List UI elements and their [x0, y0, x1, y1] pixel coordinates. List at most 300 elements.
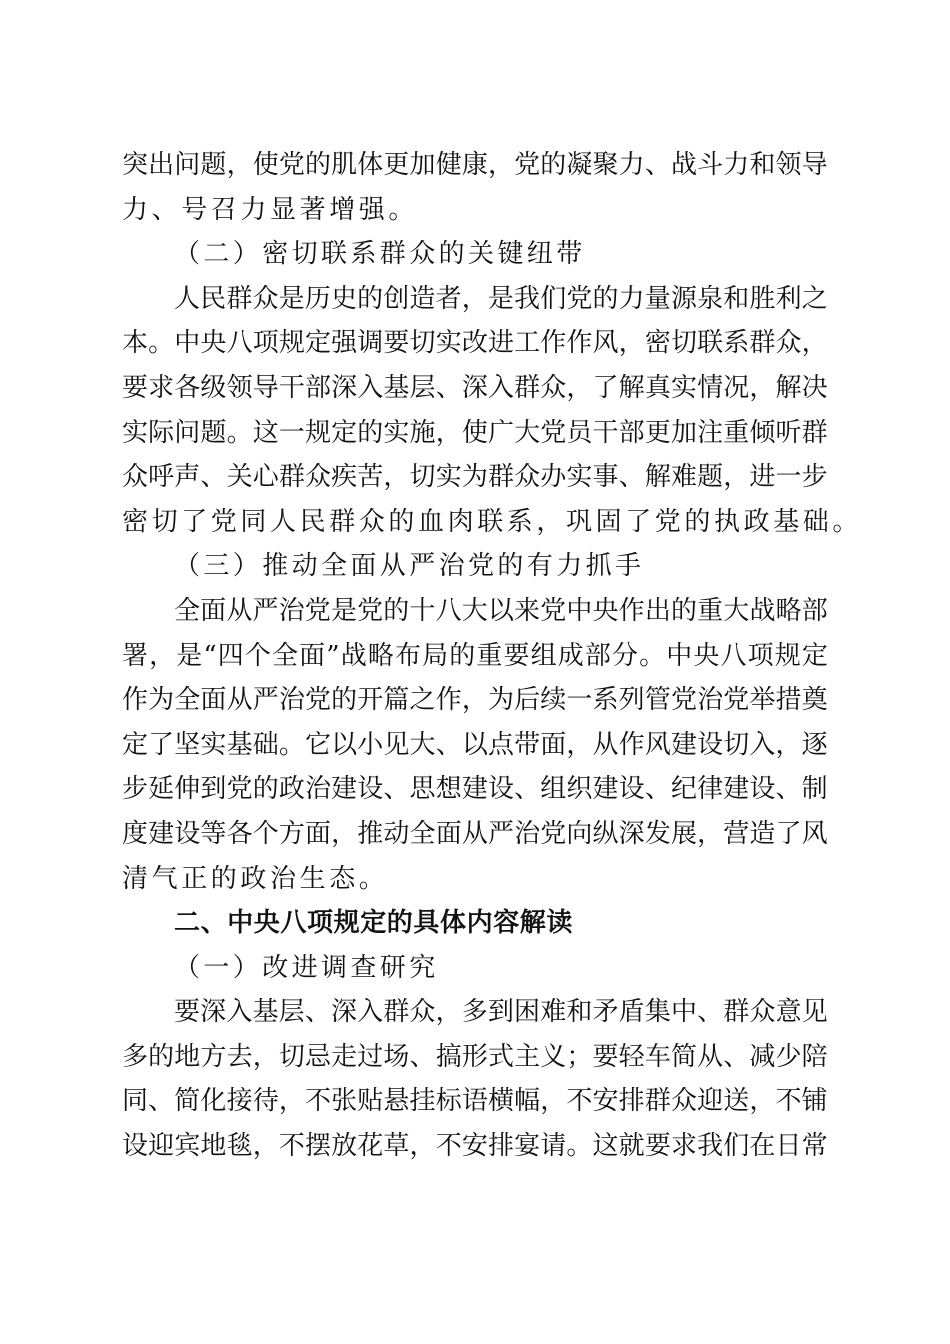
text-line: [122, 455, 828, 500]
glyph: 聚: [592, 150, 619, 180]
glyph: 各: [174, 372, 201, 403]
glyph: 多: [122, 1041, 149, 1072]
glyph: 见: [383, 729, 410, 760]
glyph: 的: [304, 150, 331, 180]
text-line: [122, 990, 828, 1035]
glyph: 局: [422, 640, 449, 671]
text-line: 密切了党同人民群众的血肉联系，巩固了党的执政基础。: [122, 506, 863, 537]
glyph: 宴: [514, 1131, 541, 1162]
glyph: 搞: [435, 1041, 462, 1072]
glyph: 群: [749, 328, 776, 359]
glyph: ，: [149, 640, 176, 671]
glyph: 方: [200, 1041, 227, 1072]
glyph: 更: [644, 417, 671, 448]
glyph: 央: [200, 328, 227, 359]
glyph: 深: [618, 818, 645, 849]
glyph: 一: [566, 685, 593, 716]
glyph: 治: [278, 595, 305, 626]
glyph: 动: [383, 818, 410, 849]
glyph: ，: [487, 150, 514, 180]
glyph: 八: [226, 328, 253, 359]
glyph: 是: [278, 283, 305, 314]
glyph: 问: [174, 417, 201, 448]
glyph: 矛: [592, 997, 619, 1028]
glyph: ，: [252, 1041, 279, 1072]
glyph: 大: [409, 729, 436, 760]
glyph: 坚: [174, 729, 201, 760]
glyph: 群: [487, 462, 514, 493]
glyph: 党: [540, 818, 567, 849]
glyph: 、: [409, 1041, 436, 1072]
glyph: ”: [326, 640, 340, 671]
glyph: 党: [670, 685, 697, 716]
glyph: 深: [330, 997, 357, 1028]
glyph: 标: [435, 1086, 462, 1117]
glyph: 是: [176, 640, 203, 671]
glyph: 摆: [304, 1131, 331, 1162]
glyph: 泉: [697, 283, 724, 314]
heading-text: （三）推动全面从严治党的有力抓手: [174, 551, 645, 582]
glyph: 干: [278, 372, 305, 403]
glyph: 导: [252, 372, 279, 403]
glyph: 挂: [409, 1086, 436, 1117]
glyph: 胜: [749, 283, 776, 314]
glyph: 从: [226, 685, 253, 716]
glyph: 基: [383, 372, 410, 403]
glyph: 作: [435, 685, 462, 716]
section-heading: [122, 946, 828, 991]
glyph: 部: [584, 640, 611, 671]
glyph: 众: [304, 462, 331, 493]
glyph: 的: [357, 417, 384, 448]
glyph: 实: [435, 328, 462, 359]
glyph: 入: [749, 729, 776, 760]
glyph: 和: [723, 283, 750, 314]
glyph: 、: [435, 729, 462, 760]
glyph: 使: [252, 150, 279, 180]
glyph: 改: [461, 328, 488, 359]
glyph: 以: [461, 729, 488, 760]
glyph: 造: [749, 818, 776, 849]
glyph: 入: [357, 997, 384, 1028]
glyph: 规: [304, 417, 331, 448]
glyph: 要: [383, 328, 410, 359]
glyph: 规: [278, 328, 305, 359]
glyph: 深: [331, 372, 358, 403]
glyph: 的: [357, 283, 384, 314]
glyph: 强: [331, 328, 358, 359]
glyph: 场: [383, 1041, 410, 1072]
glyph: 众: [252, 283, 279, 314]
glyph: 就: [618, 1131, 645, 1162]
glyph: 础: [252, 729, 279, 760]
glyph: 续: [540, 685, 567, 716]
glyph: 事: [592, 462, 619, 493]
glyph: 疾: [331, 462, 358, 493]
glyph: 建: [670, 729, 697, 760]
glyph: 减: [749, 1041, 776, 1072]
glyph: 风: [801, 818, 828, 849]
section-heading: [122, 232, 828, 277]
glyph: 党: [304, 595, 331, 626]
glyph: 治: [304, 774, 331, 805]
glyph: 接: [226, 1086, 253, 1117]
section-heading: [122, 544, 828, 589]
glyph: 定: [331, 417, 358, 448]
glyph: 和: [566, 997, 593, 1028]
glyph: 营: [723, 818, 750, 849]
glyph: 况: [723, 372, 750, 403]
glyph: 联: [697, 328, 724, 359]
glyph: 战: [749, 595, 776, 626]
glyph: 分: [611, 640, 638, 671]
glyph: 不: [304, 1086, 331, 1117]
glyph: 政: [278, 774, 305, 805]
glyph: 作: [618, 595, 645, 626]
glyph: 部: [801, 595, 828, 626]
glyph: 进: [749, 462, 776, 493]
glyph: 干: [592, 417, 619, 448]
glyph: 步: [801, 462, 828, 493]
glyph: 系: [592, 685, 619, 716]
glyph: 、: [200, 462, 227, 493]
glyph: 人: [174, 283, 201, 314]
glyph: 建: [461, 774, 488, 805]
glyph: 党: [357, 595, 384, 626]
glyph: 定: [801, 640, 828, 671]
glyph: 的: [252, 774, 279, 805]
glyph: 度: [122, 818, 149, 849]
glyph: 量: [644, 283, 671, 314]
glyph: 见: [801, 997, 828, 1028]
glyph: 康: [461, 150, 488, 180]
text-line: [122, 812, 828, 857]
text-line: [122, 1124, 828, 1169]
glyph: 篇: [383, 685, 410, 716]
glyph: 要: [592, 1041, 619, 1072]
glyph: 步: [122, 774, 149, 805]
glyph: 定: [304, 328, 331, 359]
glyph: 幅: [514, 1086, 541, 1117]
glyph: 大: [514, 417, 541, 448]
glyph: 严: [252, 685, 279, 716]
glyph: 施: [409, 417, 436, 448]
glyph: 重: [723, 417, 750, 448]
glyph: 思: [409, 774, 436, 805]
glyph: 这: [252, 417, 279, 448]
glyph: 宾: [174, 1131, 201, 1162]
glyph: 八: [435, 595, 462, 626]
glyph: 我: [697, 1131, 724, 1162]
glyph: 面: [299, 640, 326, 671]
glyph: 排: [618, 1086, 645, 1117]
glyph: 民: [200, 283, 227, 314]
glyph: 全: [174, 595, 201, 626]
glyph: 造: [409, 283, 436, 314]
glyph: 入: [357, 372, 384, 403]
glyph: 定: [122, 729, 149, 760]
glyph: ，: [383, 462, 410, 493]
glyph: 党: [723, 685, 750, 716]
text-line: [122, 321, 828, 366]
glyph: 式: [487, 1041, 514, 1072]
glyph: 作: [540, 328, 567, 359]
glyph: 少: [775, 1041, 802, 1072]
glyph: 略: [367, 640, 394, 671]
glyph: 草: [383, 1131, 410, 1162]
glyph: 不: [775, 1086, 802, 1117]
glyph: 入: [487, 372, 514, 403]
glyph: 建: [723, 774, 750, 805]
glyph: 加: [409, 150, 436, 180]
glyph: ，: [775, 729, 802, 760]
glyph: 管: [644, 685, 671, 716]
glyph: 织: [566, 774, 593, 805]
glyph: 导: [801, 150, 828, 180]
glyph: 举: [749, 685, 776, 716]
glyph: 设: [357, 774, 384, 805]
glyph: 四: [217, 640, 244, 671]
glyph: 意: [775, 997, 802, 1028]
glyph: 、: [644, 774, 671, 805]
glyph: 更: [383, 150, 410, 180]
glyph: 中: [670, 997, 697, 1028]
glyph: 党: [226, 774, 253, 805]
glyph: 化: [200, 1086, 227, 1117]
glyph: 实: [200, 729, 227, 760]
text-line: [122, 1035, 828, 1080]
glyph: 奠: [801, 685, 828, 716]
glyph: 从: [461, 818, 488, 849]
glyph: 广: [487, 417, 514, 448]
glyph: 向: [566, 818, 593, 849]
glyph: ，: [435, 417, 462, 448]
text-line: [122, 1079, 828, 1124]
glyph: 从: [697, 1041, 724, 1072]
glyph: 等: [200, 818, 227, 849]
glyph: 延: [148, 774, 175, 805]
glyph: 战: [670, 150, 697, 180]
glyph: 们: [540, 283, 567, 314]
glyph: 切: [409, 328, 436, 359]
glyph: ，: [540, 1086, 567, 1117]
glyph: 一: [278, 417, 305, 448]
glyph: 常: [801, 1131, 828, 1162]
glyph: 各: [226, 818, 253, 849]
glyph: 十: [409, 595, 436, 626]
glyph: 组: [530, 640, 557, 671]
glyph: 求: [670, 1131, 697, 1162]
glyph: 纪: [670, 774, 697, 805]
glyph: 语: [461, 1086, 488, 1117]
glyph: 群: [278, 462, 305, 493]
glyph: 部: [304, 372, 331, 403]
glyph: 重: [476, 640, 503, 671]
glyph: 、: [618, 462, 645, 493]
text-line: [122, 723, 828, 768]
glyph: 推: [357, 818, 384, 849]
glyph: 为: [487, 685, 514, 716]
glyph: 问: [174, 150, 201, 180]
glyph: 从: [226, 595, 253, 626]
glyph: 的: [449, 640, 476, 671]
glyph: 安: [592, 1086, 619, 1117]
glyph: 。: [566, 1131, 593, 1162]
glyph: 治: [514, 818, 541, 849]
text-line: 清气正的政治生态。: [122, 863, 389, 894]
glyph: 使: [461, 417, 488, 448]
glyph: 题: [697, 462, 724, 493]
glyph: 实: [435, 462, 462, 493]
glyph: ，: [461, 685, 488, 716]
glyph: 群: [226, 283, 253, 314]
glyph: 创: [383, 283, 410, 314]
glyph: 突: [122, 150, 149, 180]
heading-text: （一）改进调查研究: [174, 952, 439, 983]
glyph: 了: [148, 729, 175, 760]
glyph: 设: [618, 774, 645, 805]
glyph: 们: [723, 1131, 750, 1162]
glyph: 这: [592, 1131, 619, 1162]
glyph: ，: [566, 729, 593, 760]
glyph: 系: [723, 328, 750, 359]
glyph: ，: [749, 1086, 776, 1117]
glyph: 众: [409, 997, 436, 1028]
glyph: 中: [666, 640, 693, 671]
glyph: 党: [278, 150, 305, 180]
glyph: 工: [514, 328, 541, 359]
glyph: 群: [644, 1086, 671, 1117]
glyph: 凝: [566, 150, 593, 180]
glyph: 员: [566, 417, 593, 448]
text-line: [122, 411, 828, 456]
glyph: 是: [487, 283, 514, 314]
glyph: 风: [592, 328, 619, 359]
glyph: 中: [566, 595, 593, 626]
glyph: 我: [514, 283, 541, 314]
glyph: 个: [244, 640, 271, 671]
glyph: 众: [749, 997, 776, 1028]
glyph: 真: [644, 372, 671, 403]
text-line: [122, 634, 828, 679]
glyph: 肌: [331, 150, 358, 180]
paragraph: [122, 990, 828, 1168]
glyph: 际: [148, 417, 175, 448]
glyph: ，: [618, 328, 645, 359]
glyph: 要: [174, 997, 201, 1028]
glyph: 注: [697, 417, 724, 448]
glyph: 风: [644, 729, 671, 760]
glyph: 地: [174, 1041, 201, 1072]
glyph: 、: [148, 1086, 175, 1117]
glyph: 听: [775, 417, 802, 448]
glyph: 毯: [226, 1131, 253, 1162]
glyph: 带: [514, 729, 541, 760]
glyph: 心: [252, 462, 279, 493]
glyph: 切: [409, 462, 436, 493]
glyph: 切: [278, 1041, 305, 1072]
glyph: 了: [775, 818, 802, 849]
glyph: 为: [148, 685, 175, 716]
glyph: 排: [487, 1131, 514, 1162]
glyph: ，: [566, 372, 593, 403]
glyph: ，: [226, 150, 253, 180]
glyph: ，: [409, 1131, 436, 1162]
glyph: 难: [670, 462, 697, 493]
glyph: 本: [122, 328, 149, 359]
glyph: 决: [801, 372, 828, 403]
glyph: 力: [618, 283, 645, 314]
glyph: 全: [174, 685, 201, 716]
glyph: 解: [618, 372, 645, 403]
glyph: 面: [304, 818, 331, 849]
glyph: 建: [331, 774, 358, 805]
glyph: 众: [670, 1086, 697, 1117]
glyph: 实: [383, 417, 410, 448]
glyph: 层: [409, 372, 436, 403]
glyph: 、: [514, 774, 541, 805]
glyph: 治: [278, 685, 305, 716]
glyph: 、: [304, 997, 331, 1028]
glyph: 基: [252, 997, 279, 1028]
glyph: 切: [670, 328, 697, 359]
glyph: 列: [618, 685, 645, 716]
glyph: 难: [540, 997, 567, 1028]
glyph: 领: [226, 372, 253, 403]
glyph: 不: [566, 1086, 593, 1117]
glyph: 略: [775, 595, 802, 626]
glyph: ，: [723, 462, 750, 493]
glyph: 苦: [357, 462, 384, 493]
glyph: 轻: [618, 1041, 645, 1072]
glyph: ，: [749, 372, 776, 403]
glyph: 求: [148, 372, 175, 403]
glyph: 不: [278, 1131, 305, 1162]
glyph: 署: [122, 640, 149, 671]
glyph: 倾: [749, 417, 776, 448]
glyph: 个: [252, 818, 279, 849]
glyph: 面: [435, 818, 462, 849]
glyph: 同: [122, 1086, 149, 1117]
glyph: 设: [174, 818, 201, 849]
glyph: 党: [514, 150, 541, 180]
glyph: 源: [670, 283, 697, 314]
glyph: 规: [774, 640, 801, 671]
glyph: 要: [503, 640, 530, 671]
glyph: 集: [644, 997, 671, 1028]
glyph: ，: [435, 997, 462, 1028]
glyph: 力: [723, 150, 750, 180]
glyph: 办: [540, 462, 567, 493]
glyph: 建: [592, 774, 619, 805]
glyph: 设: [697, 729, 724, 760]
glyph: 困: [514, 997, 541, 1028]
glyph: 项: [747, 640, 774, 671]
glyph: 作: [122, 685, 149, 716]
glyph: 、: [644, 150, 671, 180]
glyph: ，: [801, 328, 828, 359]
glyph: 大: [723, 595, 750, 626]
glyph: 送: [723, 1086, 750, 1117]
glyph: 简: [670, 1041, 697, 1072]
glyph: “: [203, 640, 217, 671]
glyph: 利: [775, 283, 802, 314]
glyph: 实: [670, 372, 697, 403]
glyph: 成: [557, 640, 584, 671]
glyph: 小: [357, 729, 384, 760]
glyph: 主: [514, 1041, 541, 1072]
glyph: 的: [383, 595, 410, 626]
